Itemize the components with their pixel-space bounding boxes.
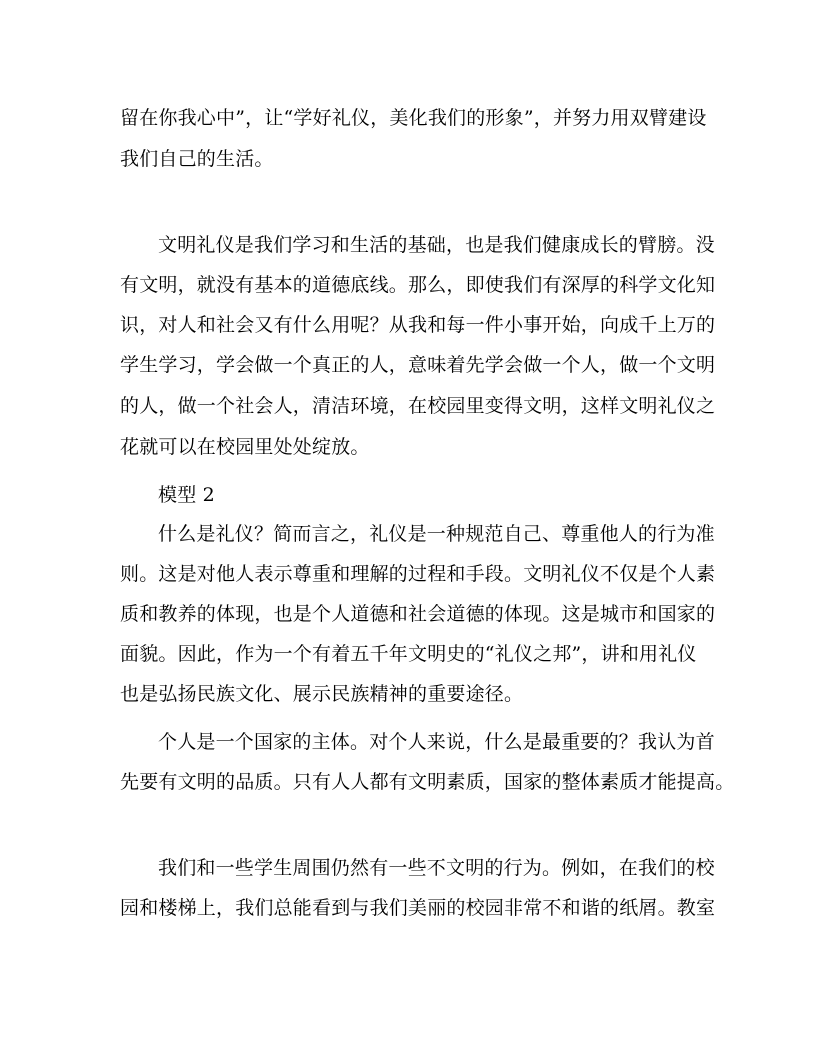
text-line: 园和楼梯上，我们总能看到与我们美丽的校园非常不和谐的纸屑。教室 — [120, 897, 716, 919]
text-line: 我们和一些学生周围仍然有一些不文明的行为。例如，在我们的校 — [158, 857, 715, 879]
text-line: 学生学习，学会做一个真正的人，意味着先学会做一个人，做一个文明 — [120, 354, 716, 376]
text-line: 面貌。因此，作为一个有着五千年文明史的“礼仪之邦”，讲和用礼仪 — [120, 643, 697, 665]
text-line: 也是弘扬民族文化、展示民族精神的重要途径。 — [120, 683, 524, 705]
text-line: 花就可以在校园里处处绽放。 — [120, 436, 370, 458]
text-line: 则。这是对他人表示尊重和理解的过程和手段。文明礼仪不仅是个人素 — [120, 563, 716, 585]
text-line: 有文明，就没有基本的道德底线。那么，即使我们有深厚的科学文化知 — [120, 274, 716, 296]
text-line: 个人是一个国家的主体。对个人来说，什么是最重要的？我认为首 — [158, 731, 715, 753]
section-heading: 模型 2 — [158, 484, 215, 506]
text-line: 的人，做一个社会人，清洁环境，在校园里变得文明，这样文明礼仪之 — [120, 395, 716, 417]
text-line: 什么是礼仪？简而言之，礼仪是一种规范自己、尊重他人的行为准 — [158, 523, 715, 545]
text-line: 识，对人和社会又有什么用呢？从我和每一件小事开始，向成千上万的 — [120, 314, 716, 336]
text-line: 先要有文明的品质。只有人人都有文明素质，国家的整体素质才能提高。 — [120, 771, 735, 793]
text-line: 文明礼仪是我们学习和生活的基础，也是我们健康成长的臂膀。没 — [158, 234, 715, 256]
text-line: 留在你我心中”，让“学好礼仪，美化我们的形象”，并努力用双臂建设 — [120, 107, 707, 129]
text-line: 我们自己的生活。 — [120, 148, 274, 170]
text-line: 质和教养的体现，也是个人道德和社会道德的体现。这是城市和国家的 — [120, 603, 716, 625]
